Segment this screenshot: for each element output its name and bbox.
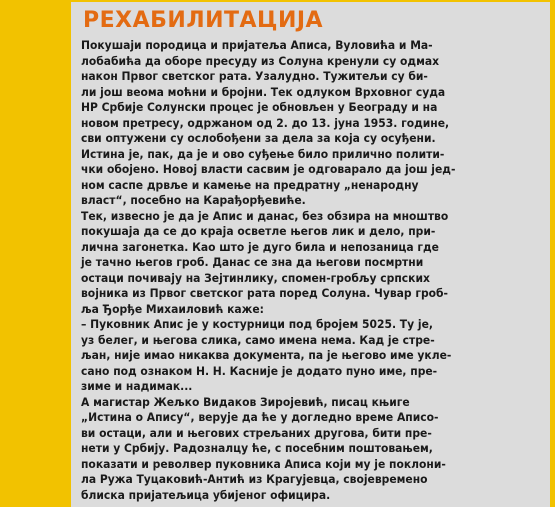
article-line: Покушаји породица и пријатеља Аписа, Вуловића и Ма- [81,38,433,52]
article-line: – Пуковник Апис је у костурници под бројем 5025. Ту је, [81,317,433,331]
article-line: чки обојено. Новој власти сасвим је одговарало да још јед- [81,162,456,176]
article-line: сано под ознаком Н. Н. Касније је додато пуно име, пре- [81,363,438,378]
article-line: А магистар Жељко Видаков Зиројевић, писац књиге [81,394,410,409]
article-line: лобабића да оборе пресуду из Солуна кренули су одмах [81,53,440,68]
article-box [71,2,550,507]
article-line: новом претресу, одржаном од 2. до 13. јуна 1953. године, [81,115,450,130]
article-line: ли још веома моћни и бројни. Тек одлуком Врховног суда [81,84,446,99]
article-line: Истина је, пак, да је и ово суђење било прилично полити- [81,146,445,161]
article-line: зиме и надимак... [81,379,193,393]
article-line: НР Србије Солунски процес је обновљен у Београду и на [81,100,438,114]
article-line: сви оптужени су ослобођени за дела за која су осуђени. [81,131,436,145]
article-body [81,38,538,503]
article-line: остаци почивају на Зејтинлику, спомен-гробљу српских [81,270,430,285]
article-line: ља Ђорђе Михаиловић каже: [81,301,264,316]
article-line: Тек, извесно је да је Апис и данас, без обзира на мноштво [81,208,449,223]
article-line: уз белег, и његова слика, само имена нема. Кад је стре- [81,332,435,347]
article-line: је тачно његов гроб. Данас се зна да његови посмртни [81,255,424,269]
article-title: РЕХАБИЛИТАЦИЈА [83,8,324,33]
article-line: лична загонетка. Као што је дуго била и непозаница где [81,239,439,254]
article-line: ви остаци, али и његових стрељаних другова, бити пре- [81,425,432,440]
article-line: ном саспе дрвље и камење на предратну „ненародну [81,177,419,192]
article-line: љан, није имао никаква документа, па је његово име укле- [81,348,452,362]
article-line: покушаја да се до краја осветле његов лик и дело, при- [81,224,436,238]
article-line: након Првог светског рата. Узалудно. Тужитељи су би- [81,69,428,83]
article-line: блиска пријатељица убијеног официра. [81,487,331,502]
article-line: ла Ружа Туцаковић-Антић из Крагујевца, својевремено [81,472,428,486]
article-line: војника из Првог светског рата поред Солуна. Чувар гроб- [81,286,449,300]
article-line: нети у Србију. Радозналцу ће, с посебним поштовањем, [81,441,433,455]
article-line: власт“, посебно на Карађорђевиће. [81,193,306,207]
article-line: „Истина о Апису“, верује да ће у догледно време Аписо- [81,410,439,424]
article-line: показати и револвер пуковника Аписа који му је поклони- [81,456,446,471]
